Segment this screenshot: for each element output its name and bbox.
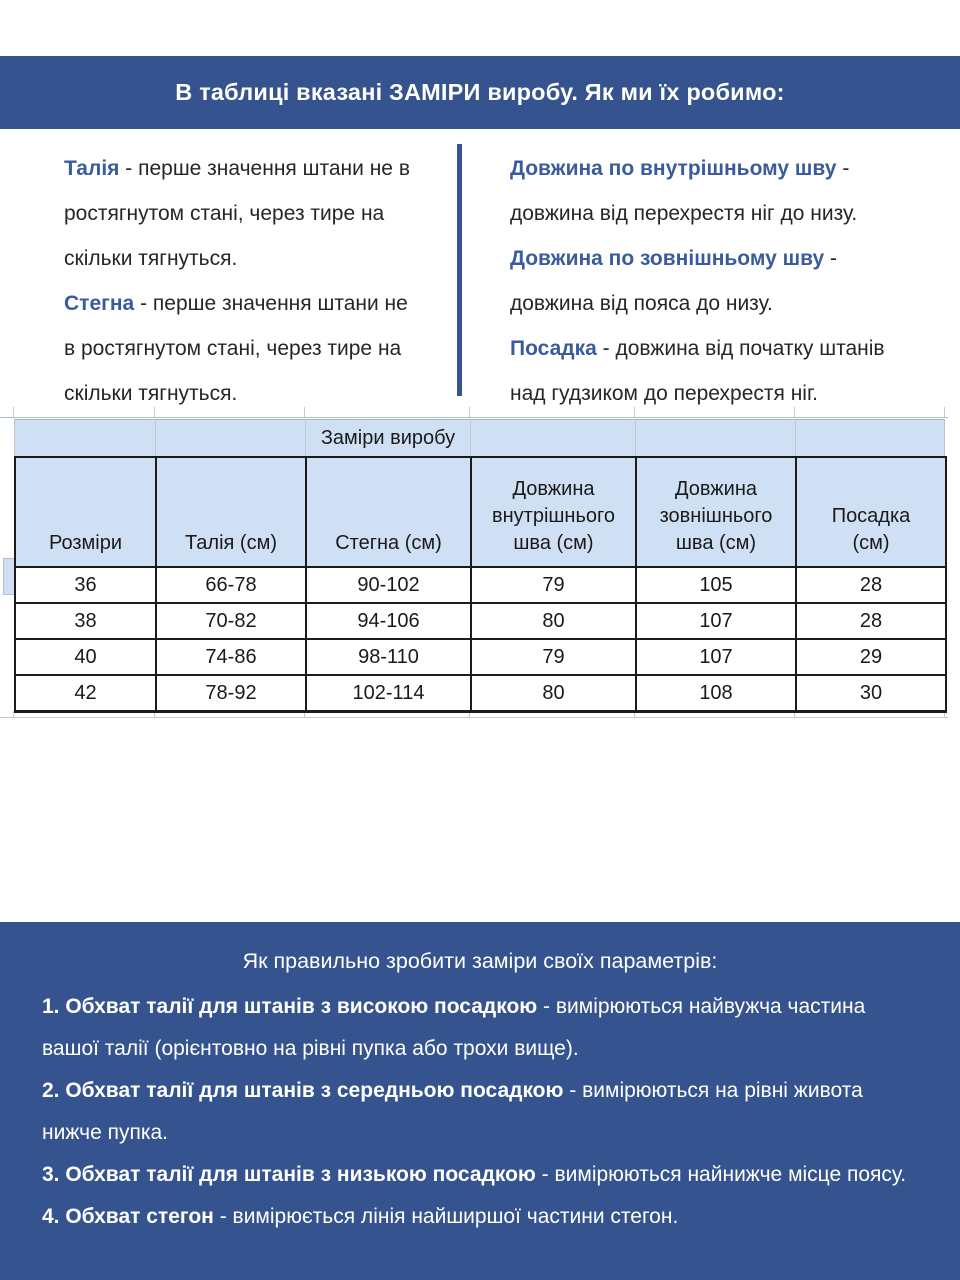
definition-text: - перше значення штани не в ростягнутом стані, через тире на скільки тягнуться.: [64, 292, 408, 405]
definition-term: Довжина по внутрішньому шву: [510, 157, 837, 180]
cell-inseam: 80: [471, 603, 636, 639]
definition-waist: [64, 146, 416, 281]
definition-text: - довжина від перехрестя ніг до низу.: [510, 157, 858, 225]
cell-outseam: 108: [636, 675, 796, 712]
definition-hips: [64, 281, 416, 416]
definition-text: - перше значення штани не в ростягнутом стані, через тире на скільки тягнуться.: [64, 157, 410, 270]
definition-inseam: [510, 146, 924, 236]
instruction-lead: 2. Обхват талії для штанів з середньою посадкою: [42, 1079, 564, 1102]
cell-size: 36: [15, 567, 156, 603]
table-title-cell: [156, 420, 306, 456]
cell-inseam: 80: [471, 675, 636, 712]
cell-outseam: 107: [636, 603, 796, 639]
instruction-item-2: [42, 1070, 918, 1154]
cell-size: 38: [15, 603, 156, 639]
definitions-left-column: [64, 146, 416, 416]
instructions-heading: Як правильно зробити заміри своїх параметрів:: [242, 949, 718, 973]
instruction-text: - вимірюються на рівні живота нижче пупка.: [42, 1079, 863, 1144]
instruction-text: - вимірюється лінія найширшої частини стегон.: [213, 1205, 679, 1228]
cell-hips: 102-114: [306, 675, 471, 712]
gridline-tick: [634, 407, 635, 417]
column-header-sizes: Розміри: [15, 457, 156, 567]
gridline-tick: [13, 407, 14, 417]
table-row: [15, 675, 946, 712]
gridline-tick: [944, 407, 945, 417]
definition-term: Посадка: [510, 337, 597, 360]
column-header-inseam: Довжина внутрішнього шва (см): [471, 457, 636, 567]
table-title-cell: [796, 420, 946, 456]
column-header-outseam: Довжина зовнішнього шва (см): [636, 457, 796, 567]
cell-inseam: 79: [471, 639, 636, 675]
cell-rise: 28: [796, 603, 946, 639]
definition-text: - довжина від пояса до низу.: [510, 247, 838, 315]
gridline-artifact-bottom: [0, 717, 948, 718]
gridline-tick: [469, 407, 470, 417]
cell-hips: 98-110: [306, 639, 471, 675]
instruction-item-1: [42, 986, 918, 1070]
table-title-cell: [636, 420, 796, 456]
cell-size: 40: [15, 639, 156, 675]
cell-size: 42: [15, 675, 156, 712]
instruction-text: - вимірюються найвужча частина вашої талії (орієнтовно на рівні пупка або трохи вище).: [42, 995, 866, 1060]
table-title-row: [14, 419, 945, 456]
cell-inseam: 79: [471, 567, 636, 603]
cell-waist: 70-82: [156, 603, 306, 639]
definition-rise: [510, 326, 924, 416]
instruction-lead: 3. Обхват талії для штанів з низькою посадкою: [42, 1163, 536, 1186]
gridline-tick: [304, 407, 305, 417]
instruction-item-4: [42, 1196, 918, 1238]
cell-waist: 66-78: [156, 567, 306, 603]
top-banner: [0, 56, 960, 129]
instruction-lead: 4. Обхват стегон: [42, 1205, 214, 1228]
size-table: [14, 419, 945, 713]
cell-outseam: 107: [636, 639, 796, 675]
table-row: [15, 603, 946, 639]
cell-hips: 90-102: [306, 567, 471, 603]
instruction-item-3: [42, 1154, 918, 1196]
measure-instructions-section: [0, 922, 960, 1280]
column-header-waist: Талія (см): [156, 457, 306, 567]
cell-waist: 74-86: [156, 639, 306, 675]
column-header-hips: Стегна (см): [306, 457, 471, 567]
cell-rise: 28: [796, 567, 946, 603]
cell-waist: 78-92: [156, 675, 306, 712]
table-header-row: [15, 457, 946, 567]
cell-rise: 30: [796, 675, 946, 712]
definition-text: - довжина від початку штанів над гудзиком до перехрестя ніг.: [510, 337, 885, 405]
cell-outseam: 105: [636, 567, 796, 603]
gridline-tick: [154, 407, 155, 417]
cell-hips: 94-106: [306, 603, 471, 639]
gridline-tick: [794, 407, 795, 417]
table-row: [15, 567, 946, 603]
banner-title: В таблиці вказані ЗАМІРИ виробу. Як ми їх робимо:: [175, 79, 785, 105]
table-title-cell: [15, 420, 156, 456]
table-row: [15, 639, 946, 675]
measurements-table: [14, 456, 947, 713]
instruction-text: - вимірюються найнижче місце поясу.: [535, 1163, 907, 1186]
definition-term: Довжина по зовнішньому шву: [510, 247, 825, 270]
definition-outseam: [510, 236, 924, 326]
vertical-divider: [457, 144, 462, 396]
definition-term: Стегна: [64, 292, 135, 315]
table-title-cell: [471, 420, 636, 456]
column-header-rise: Посадка (см): [796, 457, 946, 567]
gridline-artifact-top: [0, 417, 948, 418]
cell-rise: 29: [796, 639, 946, 675]
definition-term: Талія: [64, 157, 120, 180]
definitions-right-column: [510, 146, 924, 416]
table-title: Заміри виробу: [306, 420, 471, 456]
instruction-lead: 1. Обхват талії для штанів з високою посадкою: [42, 995, 538, 1018]
